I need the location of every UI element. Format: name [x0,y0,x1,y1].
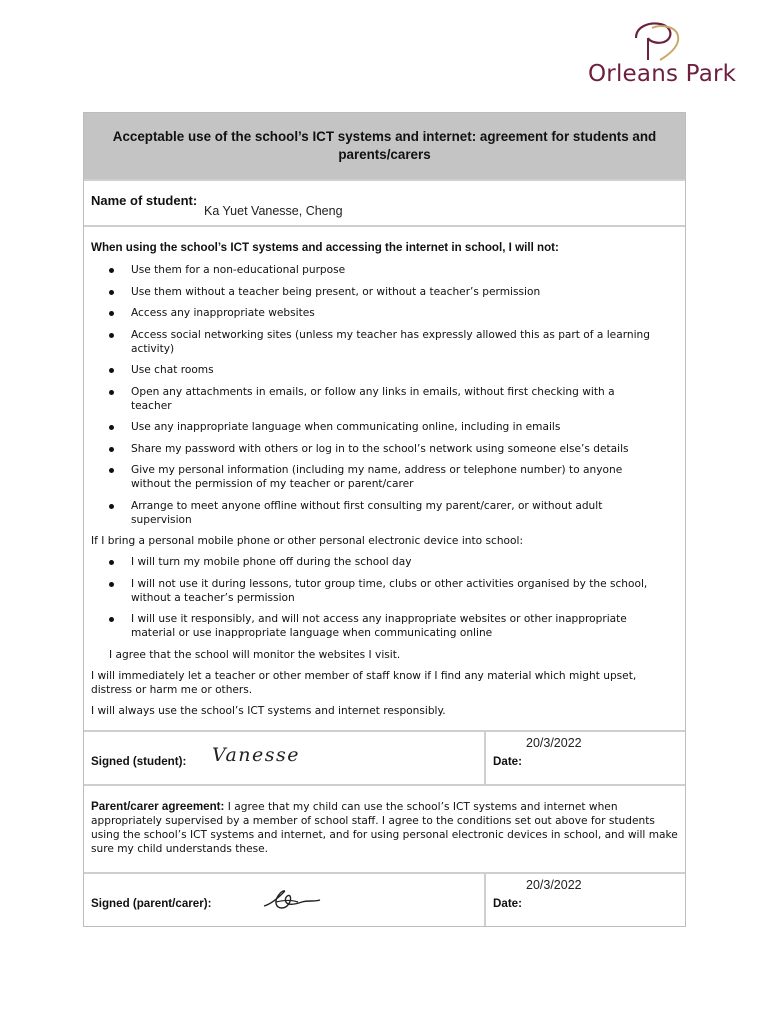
list-item: Use any inappropriate language when communicating online, including in emails [131,420,678,434]
student-name-label: Name of student: [91,193,198,208]
responsible-text: I will always use the school’s ICT systems and internet responsibly. [91,704,446,717]
parent-agreement-cell [84,786,685,874]
parent-signature-field[interactable] [84,874,486,926]
form-title: Acceptable use of the school’s ICT systems and internet: agreement for students and parents/carers [112,129,657,162]
parent-date-value: 20/3/2022 [526,877,582,892]
list-item: I will turn my mobile phone off during the school day [131,555,678,569]
rules-heading: When using the school’s ICT systems and accessing the internet in school, I will not: [91,241,559,254]
form-title-cell [84,113,685,181]
logo-mark-icon [630,20,686,62]
list-item: Give my personal information (including my name, address or telephone number) to anyone without the permission of my teacher or parent/carer [131,463,678,491]
school-logo [588,20,737,92]
student-name-cell[interactable] [84,181,685,227]
list-item: Use them without a teacher being present, or without a teacher’s permission [131,285,678,299]
parent-sign-row [84,874,685,926]
student-date-field[interactable] [486,732,685,784]
list-item: Access social networking sites (unless my teacher has expressly allowed this as part of a learning activity) [131,328,678,356]
parent-sign-label: Signed (parent/carer): [91,896,212,910]
list-item: Use them for a non-educational purpose [131,263,678,277]
list-item: Open any attachments in emails, or follow any links in emails, without first checking with a teacher [131,385,678,413]
list-item: Use chat rooms [131,363,678,377]
device-rules-list [91,555,678,640]
list-item: Access any inappropriate websites [131,306,678,320]
list-item: Share my password with others or log in to the school’s network using someone else’s details [131,442,678,456]
device-intro: If I bring a personal mobile phone or other personal electronic device into school: [91,535,524,547]
rules-list [91,263,678,527]
list-item: I will use it responsibly, and will not access any inappropriate websites or other inappropriate material or use inappropriate language when communicating online [131,612,678,640]
student-signature-field[interactable] [84,732,486,784]
agreement-form [83,112,686,927]
student-name-value[interactable]: Ka Yuet Vanesse, Cheng [204,204,343,218]
list-item: I will not use it during lessons, tutor group time, clubs or other activities organised by the school, without a teacher’s permission [131,577,678,605]
rules-cell [84,227,685,732]
list-item: Arrange to meet anyone offline without first consulting my parent/carer, or without adult supervision [131,499,678,527]
parent-signature-scribble [262,888,324,912]
logo-brand-text: Orleans Park [588,61,737,87]
student-sign-row [84,732,685,786]
student-date-label: Date: [493,754,522,768]
parent-agreement-heading: Parent/carer agreement: [91,799,225,813]
report-text: I will immediately let a teacher or other member of staff know if I find any material which might upset, distress or harm me or others. [91,669,637,696]
monitor-text: I agree that the school will monitor the websites I visit. [109,648,401,661]
student-date-value: 20/3/2022 [526,735,582,750]
parent-date-label: Date: [493,896,522,910]
parent-agreement-text: I agree that my child can use the school’s ICT systems and internet when appropriately supervised by a member of school staff. I agree to the conditions set out above for students using the school’s ICT systems and internet, and for using personal electronic devices in school, and will make sure my child understands these. [91,800,678,855]
parent-date-field[interactable] [486,874,685,926]
student-signature: Vanesse [212,743,301,766]
student-sign-label: Signed (student): [91,754,187,768]
